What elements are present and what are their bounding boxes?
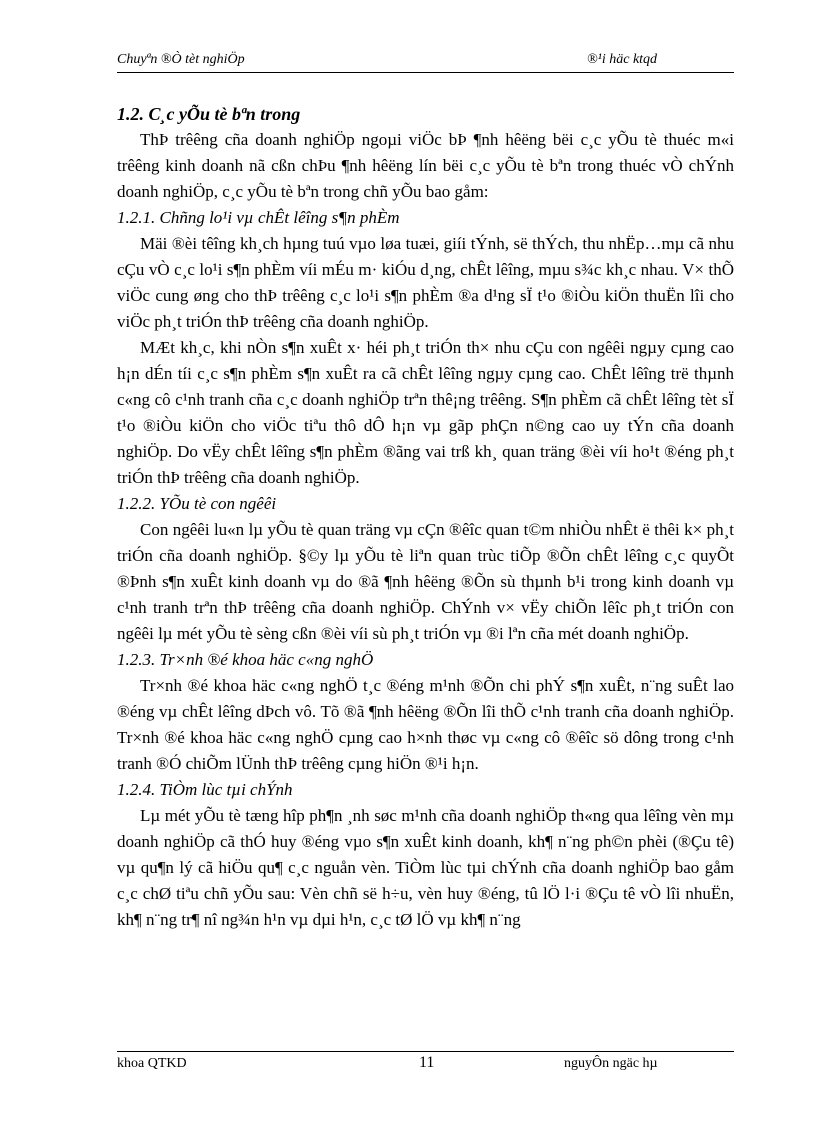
footer-department: khoa QTKD bbox=[117, 1056, 187, 1071]
paragraph: Mäi ®èi têîng kh¸ch hµng tuú vµo løa tuæi, giíi tÝnh, së thÝch, thu nhËp…mµ cã nhu cÇu vÒ c¸c lo¹i s¶n phÈm víi mÉu m· kiÓu d¸ng, chÊt lêîng, mµu s¾c kh¸c nhau. V× thÕ viÖc cung øng cho thÞ trêêng c¸c lo¹i s¶n phÈm ®a d¹ng sÏ t¹o ®iÒu kiÖn thuËn lîi cho viÖc ph¸t triÓn thÞ trêêng cña doanh nghiÖp. bbox=[117, 234, 734, 331]
subsection-heading-1: 1.2.1. Chñng lo¹i vµ chÊt lêîng s¶n phÈm bbox=[117, 208, 400, 227]
paragraph: Con ngêêi lu«n lµ yÕu tè quan träng vµ cÇn ®êîc quan t©m nhiÒu nhÊt ë thêi k× ph¸t triÓn cña doanh nghiÖp. §©y lµ yÕu tè liªn quan trùc tiÕp ®Õn chÊt lêîng c¸c quyÕt ®Þnh s¶n xuÊt kinh doanh vµ do ®ã ¶nh hêëng ®Õn sù thµnh b¹i trong kinh doanh vµ c¹nh tranh trªn thÞ trêêng cña doanh nghiÖp. ChÝnh v× vËy chiÕn lêîc ph¸t triÓn con ngêêi lµ mét yÕu tè sèng cßn ®èi víi sù ph¸t triÓn vµ ®i lªn cña mét doanh nghiÖp. bbox=[117, 520, 734, 643]
document-body bbox=[117, 101, 734, 933]
page-header bbox=[117, 52, 734, 73]
subsection-heading-4: 1.2.4. TiÒm lùc tµi chÝnh bbox=[117, 780, 293, 799]
subsection-heading-3: 1.2.3. Tr×nh ®é khoa häc c«ng nghÖ bbox=[117, 650, 374, 669]
subsection-heading-2: 1.2.2. YÕu tè con ngêêi bbox=[117, 494, 277, 513]
section-title: 1.2. C¸c yÕu tè bªn trong bbox=[117, 104, 301, 124]
page-number: 11 bbox=[419, 1054, 435, 1071]
header-school: ®¹i häc ktqd bbox=[587, 52, 658, 67]
paragraph: MÆt kh¸c, khi nÒn s¶n xuÊt x· héi ph¸t triÓn th× nhu cÇu con ngêêi ngµy cµng cao h¡n dÉn tíi c¸c s¶n phÈm s¶n xuÊt ra cã chÊt lêîng ngµy cµng cao. ChÊt lêîng trë thµnh c«ng cô c¹nh tranh cña c¸c doanh nghiÖp trªn thê¡ng trêêng. S¶n phÈm cã chÊt lêîng tèt sÏ t¹o ®iÒu kiÖn cho viÖc tiªu thô dÔ h¡n vµ gãp phÇn n©ng cao uy tÝn cña doanh nghiÖp. Do vËy chÊt lêîng s¶n phÈm ®ãng vai trß kh¸ quan träng ®èi víi ho¹t ®éng ph¸t triÓn thÞ trêêng cña doanh nghiÖp. bbox=[117, 338, 734, 487]
header-title: Chuyªn ®Ò tèt nghiÖp bbox=[117, 52, 245, 67]
footer-author: nguyÔn ngäc hµ bbox=[564, 1056, 658, 1071]
page-footer bbox=[117, 1051, 734, 1074]
section-intro: ThÞ trêêng cña doanh nghiÖp ngoµi viÖc bÞ ¶nh hêëng bëi c¸c yÕu tè thuéc m«i trêêng kinh doanh nã cßn chÞu ¶nh hêëng lín bëi c¸c yÕu tè bªn trong thuéc vÒ chÝnh doanh nghiÖp, c¸c yÕu tè bªn trong chñ yÕu bao gåm: bbox=[117, 130, 734, 201]
paragraph: Lµ mét yÕu tè tæng hîp ph¶n ¸nh søc m¹nh cña doanh nghiÖp th«ng qua lêîng vèn mµ doanh nghiÖp cã thÓ huy ®éng vµo s¶n xuÊt kinh doanh, kh¶ n¨ng ph©n phèi (®Çu tê) vµ qu¶n lý cã hiÖu qu¶ c¸c nguån vèn. TiÒm lùc tµi chÝnh cña doanh nghiÖp bao gåm c¸c chØ tiªu chñ yÕu sau: Vèn chñ së h÷u, vèn huy ®éng, tû lÖ l·i ®Çu tê vÒ lîi nhuËn, kh¶ n¨ng tr¶ nî ng¾n h¹n vµ dµi h¹n, c¸c tØ lÖ vµ kh¶ n¨ng bbox=[117, 806, 734, 929]
paragraph: Tr×nh ®é khoa häc c«ng nghÖ t¸c ®éng m¹nh ®Õn chi phÝ s¶n xuÊt, n¨ng suÊt lao ®éng vµ chÊt lêîng dÞch vô. Tõ ®ã ¶nh hêëng ®Õn lîi thÕ c¹nh tranh cña doanh nghiÖp. Tr×nh ®é khoa häc c«ng nghÖ cµng cao h×nh thøc vµ c«ng cô ®êîc sö dông trong c¹nh tranh ®Ó chiÕm lÜnh thÞ trêêng cµng hiÖn ®¹i h¡n. bbox=[117, 676, 734, 773]
